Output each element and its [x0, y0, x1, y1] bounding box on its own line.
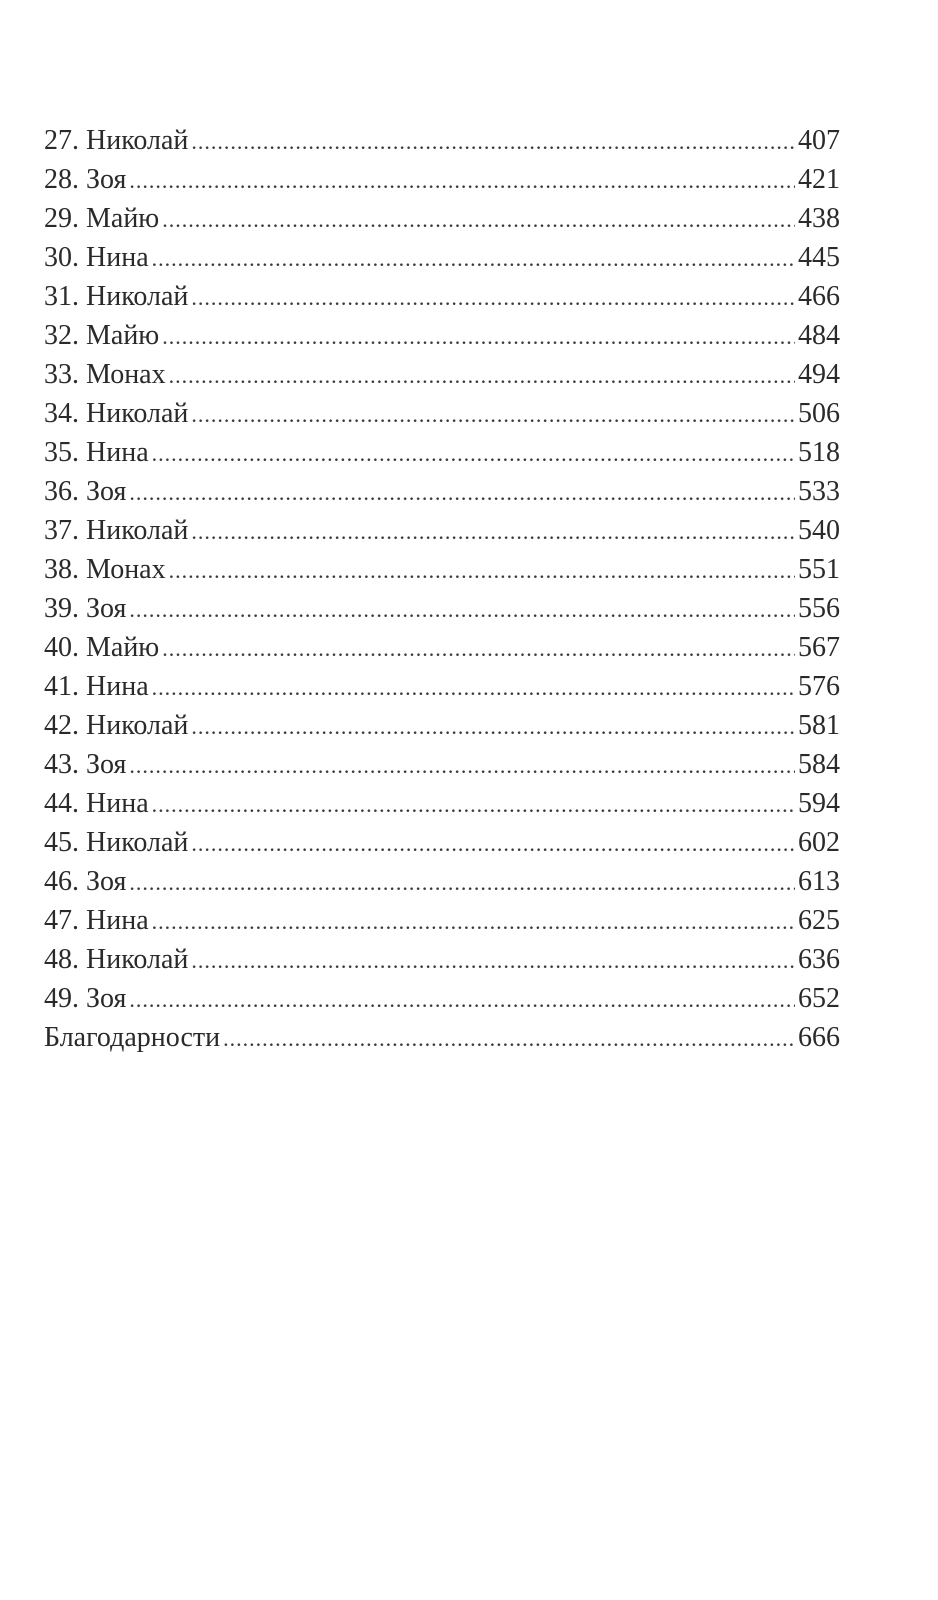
toc-entry-title: 27. Николай: [44, 125, 189, 156]
toc-entry: [44, 667, 840, 706]
dot-leader: [169, 356, 795, 395]
dot-leader: [191, 707, 795, 746]
toc-entry: [44, 862, 840, 901]
toc-entry-page-number: 466: [798, 281, 840, 312]
toc-entry: [44, 316, 840, 355]
toc-entry: [44, 355, 840, 394]
toc-entry-title: 34. Николай: [44, 398, 189, 429]
dot-leader: [191, 512, 795, 551]
toc-entry-page-number: 625: [798, 905, 840, 936]
toc-entry: [44, 160, 840, 199]
toc-entry: [44, 628, 840, 667]
toc-entry-title: 42. Николай: [44, 710, 189, 741]
toc-entry-page-number: 445: [798, 242, 840, 273]
table-of-contents: [44, 121, 840, 1057]
toc-entry: [44, 940, 840, 979]
toc-entry: [44, 706, 840, 745]
toc-entry-title: 48. Николай: [44, 944, 189, 975]
toc-entry-title: 37. Николай: [44, 515, 189, 546]
dot-leader: [223, 1019, 795, 1058]
dot-leader: [162, 629, 795, 668]
dot-leader: [129, 473, 795, 512]
toc-entry-page-number: 581: [798, 710, 840, 741]
dot-leader: [191, 395, 795, 434]
dot-leader: [129, 590, 795, 629]
toc-entry-page-number: 484: [798, 320, 840, 351]
toc-entry-page-number: 494: [798, 359, 840, 390]
toc-entry: [44, 823, 840, 862]
toc-entry: [44, 472, 840, 511]
toc-entry-title: 40. Майю: [44, 632, 160, 663]
toc-entry-page-number: 556: [798, 593, 840, 624]
toc-entry: [44, 121, 840, 160]
toc-entry: [44, 238, 840, 277]
dot-leader: [152, 239, 795, 278]
toc-entry: [44, 901, 840, 940]
dot-leader: [152, 434, 795, 473]
toc-entry-title: 30. Нина: [44, 242, 149, 273]
toc-entry-title: 28. Зоя: [44, 164, 127, 195]
toc-entry: [44, 589, 840, 628]
toc-entry-title: 38. Монах: [44, 554, 166, 585]
toc-entry: [44, 745, 840, 784]
toc-entry-page-number: 584: [798, 749, 840, 780]
toc-entry-page-number: 540: [798, 515, 840, 546]
toc-entry-title: 47. Нина: [44, 905, 149, 936]
toc-entry-title: 29. Майю: [44, 203, 160, 234]
toc-entry-page-number: 533: [798, 476, 840, 507]
toc-entry-title: 45. Николай: [44, 827, 189, 858]
dot-leader: [129, 161, 795, 200]
dot-leader: [129, 980, 795, 1019]
toc-entry: [44, 1018, 840, 1057]
toc-entry: [44, 394, 840, 433]
toc-entry-title: 46. Зоя: [44, 866, 127, 897]
dot-leader: [162, 317, 795, 356]
toc-entry-page-number: 421: [798, 164, 840, 195]
toc-entry: [44, 433, 840, 472]
toc-entry-page-number: 636: [798, 944, 840, 975]
toc-entry-title: 36. Зоя: [44, 476, 127, 507]
toc-entry-page-number: 567: [798, 632, 840, 663]
toc-entry-page-number: 407: [798, 125, 840, 156]
dot-leader: [152, 668, 795, 707]
toc-entry-title: 33. Монах: [44, 359, 166, 390]
dot-leader: [191, 824, 795, 863]
dot-leader: [152, 785, 795, 824]
dot-leader: [162, 200, 795, 239]
toc-entry-page-number: 551: [798, 554, 840, 585]
toc-entry-page-number: 602: [798, 827, 840, 858]
toc-entry: [44, 277, 840, 316]
toc-entry-title: 49. Зоя: [44, 983, 127, 1014]
toc-entry: [44, 979, 840, 1018]
toc-entry-title: 32. Майю: [44, 320, 160, 351]
toc-entry-title: 43. Зоя: [44, 749, 127, 780]
dot-leader: [152, 902, 795, 941]
toc-entry-page-number: 576: [798, 671, 840, 702]
dot-leader: [191, 122, 795, 161]
toc-entry-page-number: 666: [798, 1022, 840, 1053]
toc-entry: [44, 199, 840, 238]
toc-entry-page-number: 613: [798, 866, 840, 897]
dot-leader: [191, 278, 795, 317]
toc-entry: [44, 550, 840, 589]
toc-entry-title: 35. Нина: [44, 437, 149, 468]
toc-entry-title: 41. Нина: [44, 671, 149, 702]
toc-entry-page-number: 652: [798, 983, 840, 1014]
toc-entry-title: Благодарности: [44, 1022, 221, 1053]
toc-entry-page-number: 506: [798, 398, 840, 429]
toc-entry-title: 44. Нина: [44, 788, 149, 819]
dot-leader: [169, 551, 795, 590]
dot-leader: [129, 863, 795, 902]
toc-entry-title: 31. Николай: [44, 281, 189, 312]
toc-entry-page-number: 518: [798, 437, 840, 468]
dot-leader: [191, 941, 795, 980]
toc-entry-title: 39. Зоя: [44, 593, 127, 624]
dot-leader: [129, 746, 795, 785]
toc-entry: [44, 511, 840, 550]
toc-entry-page-number: 594: [798, 788, 840, 819]
toc-entry-page-number: 438: [798, 203, 840, 234]
toc-entry: [44, 784, 840, 823]
